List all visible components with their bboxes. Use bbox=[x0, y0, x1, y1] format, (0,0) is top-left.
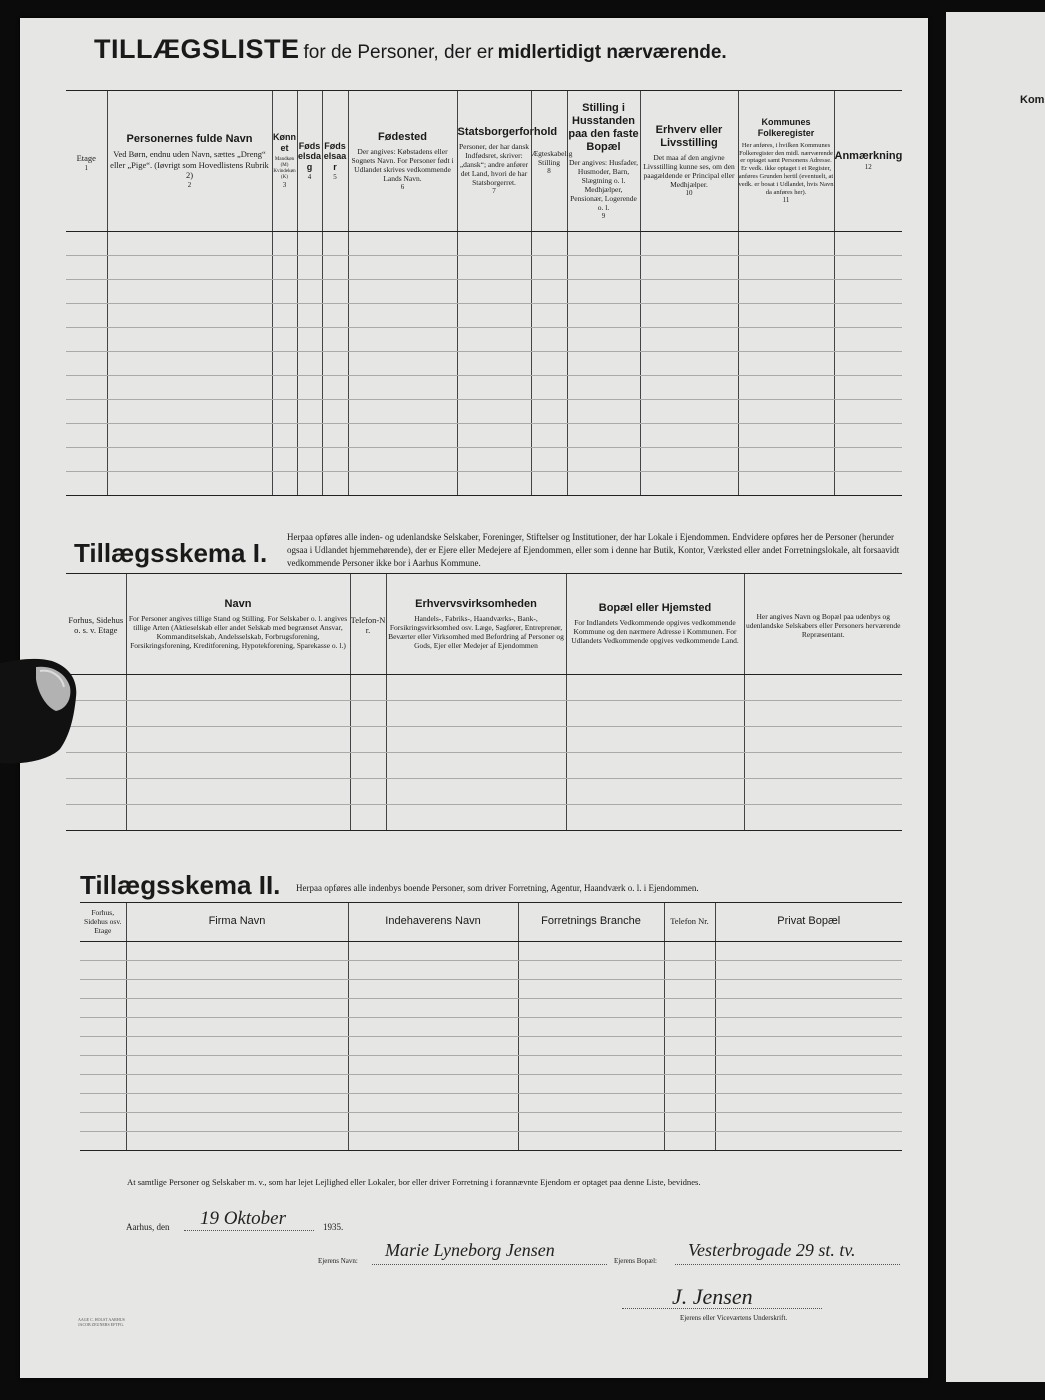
skema1-header bbox=[66, 574, 902, 674]
skema1-title: Tillægsskema I. bbox=[74, 538, 268, 568]
title-bold: midlertidigt nærværende. bbox=[497, 42, 727, 63]
table-row[interactable] bbox=[80, 1112, 902, 1131]
year-label: 1935. bbox=[323, 1222, 344, 1232]
owner-address-line bbox=[675, 1264, 900, 1265]
s2-col-firma: Firma Navn bbox=[126, 903, 348, 941]
table-row[interactable] bbox=[66, 700, 902, 726]
table-row[interactable] bbox=[66, 255, 902, 279]
form-title bbox=[94, 34, 727, 65]
adjacent-page-text: Kom bbox=[1020, 94, 1045, 106]
col-foedselsdag: Fødselsdag 4 bbox=[297, 91, 322, 231]
skema2-body bbox=[80, 941, 902, 1150]
title-main: TILLÆGSLISTE bbox=[94, 34, 300, 64]
s1-col-navn: Navn For Personer angives tillige Stand og Stilling. For Selskaber o. l. angives tillige Arten (Aktieselskab eller andet Selskab med begrænset Ansvar, Kommanditselskab, Andelsselskab, Forbrugsforening, Forsikringsforening, Kreditforening, Hypotekforening, Sparekasse o. l.) bbox=[126, 574, 350, 674]
place-label: Aarhus, den bbox=[126, 1222, 170, 1232]
s2-col-branche: Forretnings Branche bbox=[518, 903, 664, 941]
table-row[interactable] bbox=[66, 231, 902, 255]
skema1-body bbox=[66, 674, 902, 830]
col-foedselsaar: Fødselsaar 5 bbox=[322, 91, 348, 231]
table-row[interactable] bbox=[80, 1055, 902, 1074]
table-row[interactable] bbox=[66, 279, 902, 303]
signature-label: Ejerens eller Viceværtens Underskrift. bbox=[680, 1314, 788, 1322]
thumb-shape bbox=[0, 655, 80, 765]
table-row[interactable] bbox=[80, 1036, 902, 1055]
table-row[interactable] bbox=[66, 471, 902, 495]
col-folkeregister: Kommunes Folkeregister Her anføres, i hvilken Kommunes Folkeregister den midl. nærværende er optaget samt Personens Adresse. Er vedk. ikke optaget i et Register, anføres Grunden hertil (eventuelt, at vedk. er bosat i Udlandet, hvis Navn da anføres her). 11 bbox=[738, 91, 834, 231]
skema2-table bbox=[80, 903, 902, 1151]
col-aegteskab: Ægteskabelig Stilling 8 bbox=[531, 91, 567, 231]
col-foedested: Fødested Der angives: Købstadens eller Sognets Navn. For Personer født i Udlandet skrives vedkommende Lands Navn. 6 bbox=[348, 91, 457, 231]
col-anmaerkning: Anmærkning 12 bbox=[834, 91, 902, 231]
main-table-body bbox=[66, 231, 902, 495]
table-row[interactable] bbox=[80, 998, 902, 1017]
owner-name-line bbox=[372, 1264, 607, 1265]
col-stilling: Stilling i Husstanden paa den faste Bopæl Der angives: Husfader, Husmoder, Barn, Slægtning o. l. Medhjælper, Pensionær, Logerende o. l. 9 bbox=[567, 91, 640, 231]
s1-col-telefon: Telefon-Nr. bbox=[350, 574, 386, 674]
table-row[interactable] bbox=[66, 726, 902, 752]
skema1-table bbox=[66, 574, 902, 831]
table-row[interactable] bbox=[80, 1074, 902, 1093]
s2-col-etage: Forhus, Sidehus osv. Etage bbox=[80, 903, 126, 941]
table-row[interactable] bbox=[80, 941, 902, 960]
s1-col-etage: Forhus, Sidehus o. s. v. Etage bbox=[66, 574, 126, 674]
table-row[interactable] bbox=[66, 674, 902, 700]
skema1-description: Herpaa opføres alle inden- og udenlandske Selskaber, Foreninger, Stiftelser og Institutioner, der har Lokale i Ejendommen. Endvidere opføres her de Personer (herunder ogsaa i Udlandet hjemmehørende), der er Ejere eller Medejere af Ejendommen, eller som i denne har Butik, Kontor, Værksted eller andet Forretningslokale, alt forsaavidt vedkommende Personer ikke bor i Aarhus Kommune. bbox=[287, 532, 900, 569]
table-row[interactable] bbox=[66, 303, 902, 327]
certification-text: At samtlige Personer og Selskaber m. v., som har lejet Lejlighed eller Lokaler, bor eller driver Forretning i forannævnte Ejendom er optaget paa denne Liste, bevidnes. bbox=[127, 1177, 701, 1187]
table-row[interactable] bbox=[66, 399, 902, 423]
signature-handwritten[interactable]: J. Jensen bbox=[672, 1284, 753, 1309]
main-table-header bbox=[66, 91, 902, 231]
col-erhverv: Erhverv eller Livsstilling Det maa af den angivne Livsstilling kunne ses, om den paagældende er Principal eller Medhjælper. 10 bbox=[640, 91, 738, 231]
owner-address-label: Ejerens Bopæl: bbox=[614, 1257, 657, 1265]
s1-col-repraesentant: Her angives Navn og Bopæl paa udenbys og udenlandske Selskabers eller Personers herværende Repræsentant. bbox=[744, 574, 902, 674]
table-row[interactable] bbox=[66, 327, 902, 351]
col-koennet: Kønnet Mandkøn (M) Kvindekøn (K) 3 bbox=[272, 91, 297, 231]
skema2-title: Tillægsskema II. bbox=[80, 870, 281, 900]
printer-mark: AAGE C. HOLST AARHUS JACOB ZEUNERS EFTFG. bbox=[78, 1317, 125, 1327]
table-row[interactable] bbox=[80, 1131, 902, 1150]
main-table bbox=[66, 91, 902, 496]
table-row[interactable] bbox=[66, 778, 902, 804]
s1-col-erhverv: Erhvervsvirksomheden Handels-, Fabriks-, Haandværks-, Bank-, Forsikringsvirksomhed osv. Læge, Sagfører, Entreprenør, Beværter eller Virksomhed med Befordring af Personer og Gods, Ejer eller Medejer af Ejendommen bbox=[386, 574, 566, 674]
table-row[interactable] bbox=[80, 979, 902, 998]
owner-address-handwritten[interactable]: Vesterbrogade 29 st. tv. bbox=[688, 1240, 856, 1260]
table-row[interactable] bbox=[80, 1093, 902, 1112]
table-row[interactable] bbox=[66, 375, 902, 399]
owner-name-handwritten[interactable]: Marie Lyneborg Jensen bbox=[385, 1240, 555, 1260]
title-rest: for de Personer, der er bbox=[303, 42, 494, 63]
table-row[interactable] bbox=[80, 960, 902, 979]
s2-col-indehaver: Indehaverens Navn bbox=[348, 903, 518, 941]
skema2-description: Herpaa opføres alle indenbys boende Personer, som driver Forretning, Agentur, Haandværk o. l. i Ejendommen. bbox=[296, 883, 699, 893]
skema2-header bbox=[80, 903, 902, 941]
table-row[interactable] bbox=[66, 447, 902, 471]
adjacent-page bbox=[946, 12, 1045, 1382]
table-row[interactable] bbox=[66, 752, 902, 778]
date-handwritten[interactable]: 19 Oktober bbox=[200, 1208, 287, 1229]
s1-col-bopael: Bopæl eller Hjemsted For Indlandets Vedkommende opgives vedkommende Kommune og den nærmere Adresse i Kommunen. For Udlandets Vedkommende opgives vedkommende Land. bbox=[566, 574, 744, 674]
s2-col-privat: Privat Bopæl bbox=[715, 903, 902, 941]
table-row[interactable] bbox=[80, 1017, 902, 1036]
owner-name-label: Ejerens Navn: bbox=[318, 1257, 358, 1265]
table-row[interactable] bbox=[66, 804, 902, 830]
col-navn: Personernes fulde Navn Ved Børn, endnu uden Navn, sættes „Dreng“ eller „Pige“. (Iøvrigt som Hovedlistens Rubrik 2) 2 bbox=[107, 91, 272, 231]
col-etage: Etage 1 bbox=[66, 91, 107, 231]
table-row[interactable] bbox=[66, 351, 902, 375]
date-line bbox=[184, 1230, 314, 1231]
col-statsborger: Statsborgerforhold Personer, der har dansk Indfødsret, skriver: „dansk“; andre anfører det Land, hvori de har Statsborgerret. 7 bbox=[457, 91, 531, 231]
s2-col-telefon: Telefon Nr. bbox=[664, 903, 715, 941]
table-row[interactable] bbox=[66, 423, 902, 447]
